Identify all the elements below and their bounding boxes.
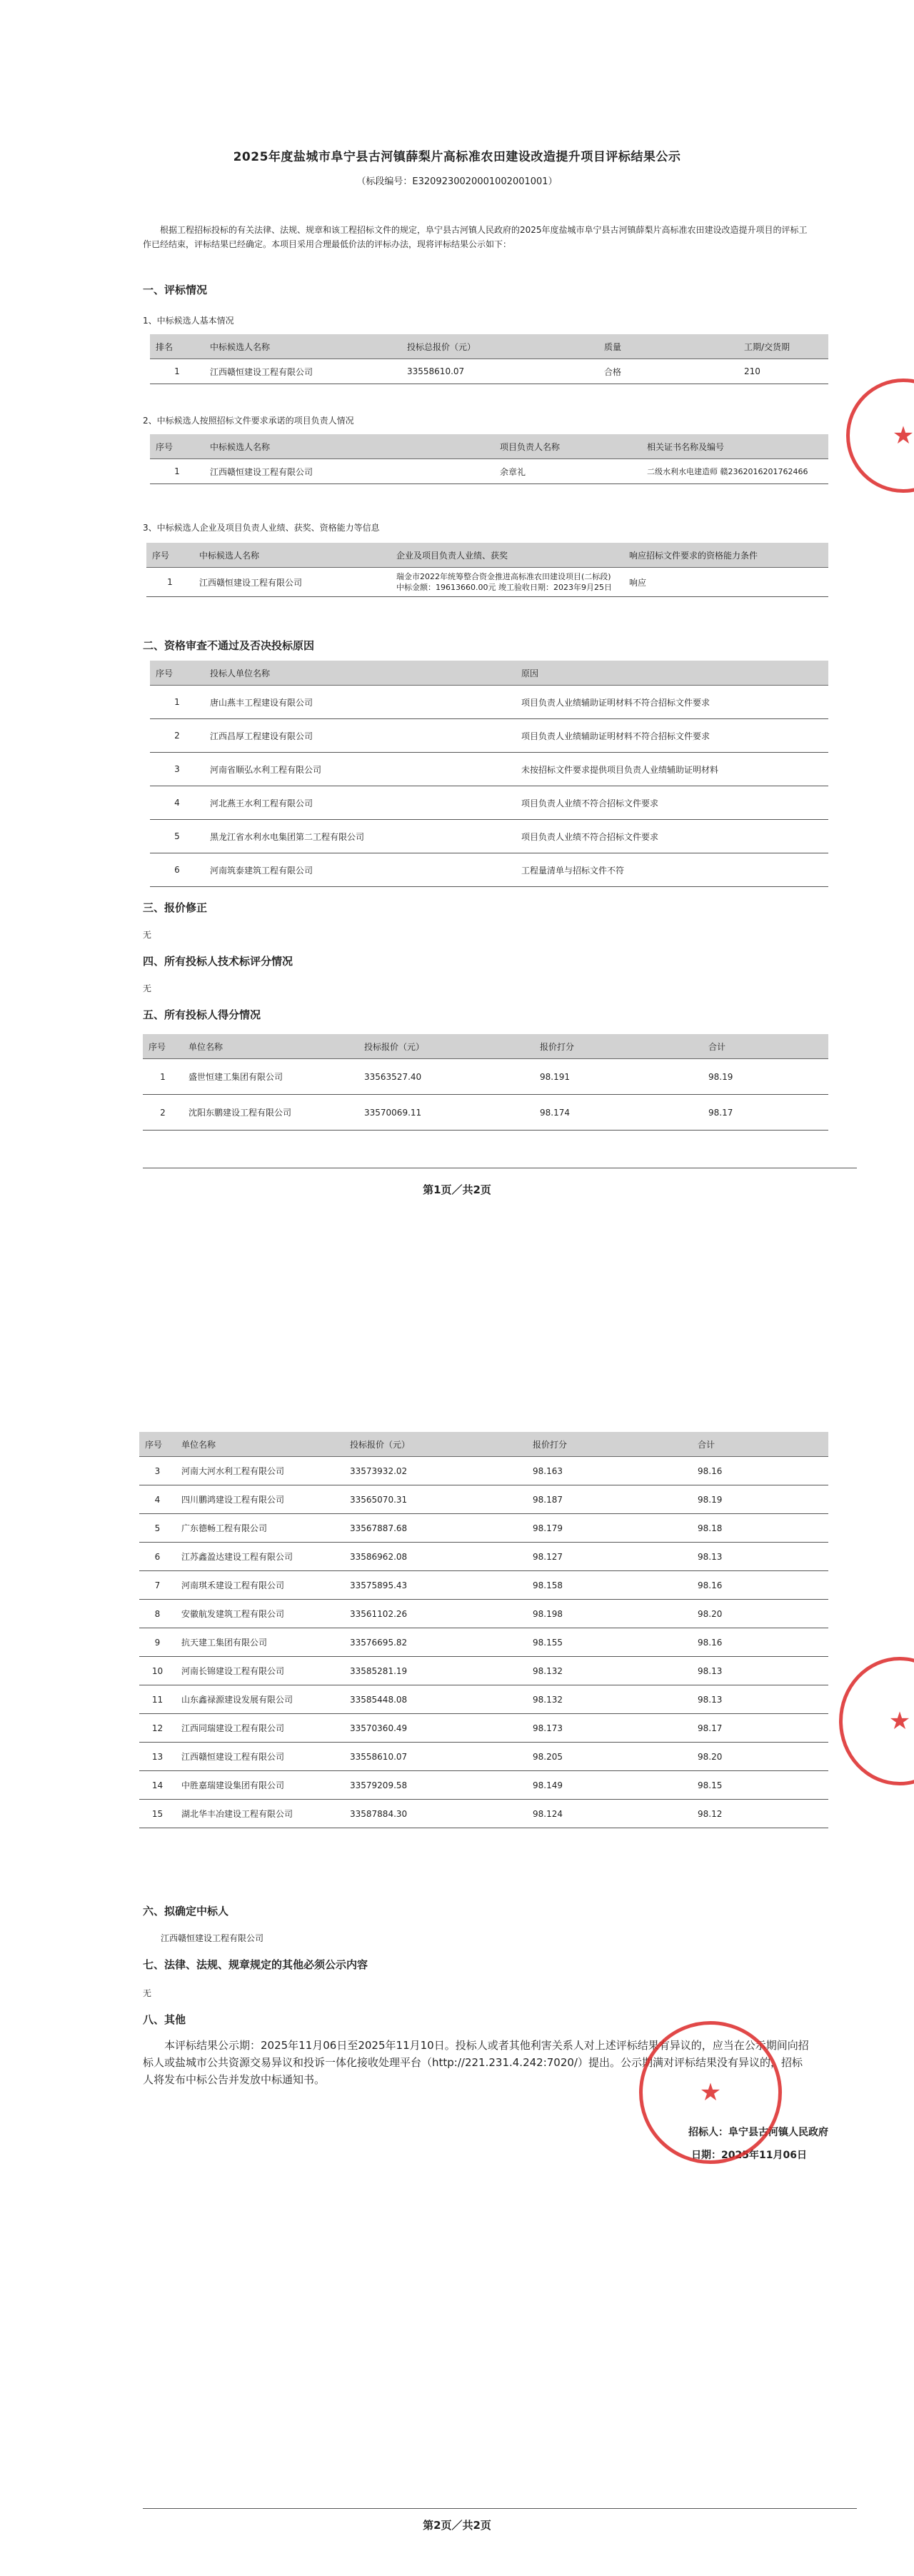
cell-index: 2 xyxy=(150,719,204,753)
tender-section-number: （标段编号：E3209230020001002001001） xyxy=(356,176,558,187)
cell-bidder: 唐山燕丰工程建设有限公司 xyxy=(204,686,516,719)
table-row xyxy=(150,853,828,887)
cell-price-score: 98.163 xyxy=(527,1457,692,1485)
header-bid: 投标报价（元） xyxy=(358,1034,534,1059)
table-row xyxy=(139,1685,828,1714)
cell-unit: 江苏鑫盈达建设工程有限公司 xyxy=(176,1543,344,1571)
cell-performance: 瑞金市2022年统筹整合资金推进高标准农田建设项目(二标段) 中标金额：19613660.00元 竣工验收日期：2023年9月25日 xyxy=(391,568,623,597)
cell-index: 9 xyxy=(139,1628,176,1657)
cell-bid: 33579209.58 xyxy=(344,1771,527,1800)
section-1-1-heading: 1、中标候选人基本情况 xyxy=(143,316,234,326)
project-manager-table xyxy=(150,434,828,484)
cell-bidder: 河南筑泰建筑工程有限公司 xyxy=(204,853,516,887)
cell-total: 98.17 xyxy=(703,1095,828,1131)
table-header-row xyxy=(150,434,828,459)
cell-unit: 江西同瑞建设工程有限公司 xyxy=(176,1714,344,1743)
cell-total: 98.12 xyxy=(692,1800,828,1828)
page-2-bottom-rule xyxy=(143,2508,857,2509)
cell-price-score: 98.124 xyxy=(527,1800,692,1828)
cell-index: 5 xyxy=(139,1514,176,1543)
score-table-page-2 xyxy=(139,1432,828,1828)
header-reason: 原因 xyxy=(516,661,828,686)
section-1-3-heading: 3、中标候选人企业及项目负责人业绩、获奖、资格能力等信息 xyxy=(143,523,380,533)
cell-bid: 33576695.82 xyxy=(344,1628,527,1657)
header-bid: 投标报价（元） xyxy=(344,1432,527,1457)
table-row xyxy=(139,1543,828,1571)
cell-price-score: 98.173 xyxy=(527,1714,692,1743)
header-performance: 企业及项目负责人业绩、获奖 xyxy=(391,543,623,568)
cell-total: 98.17 xyxy=(692,1714,828,1743)
cell-index: 6 xyxy=(139,1543,176,1571)
cell-index: 10 xyxy=(139,1657,176,1685)
cell-unit: 盛世恒建工集团有限公司 xyxy=(183,1059,358,1095)
cell-index: 2 xyxy=(143,1095,183,1131)
cell-price-score: 98.187 xyxy=(527,1485,692,1514)
cell-candidate: 江西赣恒建设工程有限公司 xyxy=(194,568,391,597)
cell-total: 98.19 xyxy=(703,1059,828,1095)
cell-bid: 33558610.07 xyxy=(344,1743,527,1771)
cell-bidder: 黑龙江省水利水电集团第二工程有限公司 xyxy=(204,820,516,853)
header-index: 序号 xyxy=(143,1034,183,1059)
section-1-2-heading: 2、中标候选人按照招标文件要求承诺的项目负责人情况 xyxy=(143,416,354,426)
table-header-row xyxy=(150,661,828,686)
cell-index: 13 xyxy=(139,1743,176,1771)
table-row xyxy=(139,1571,828,1600)
table-row xyxy=(139,1457,828,1485)
header-candidate: 中标候选人名称 xyxy=(204,434,494,459)
cell-index: 1 xyxy=(143,1059,183,1095)
cell-bid: 33567887.68 xyxy=(344,1514,527,1543)
winning-candidate-table xyxy=(150,334,828,384)
header-price-score: 报价打分 xyxy=(527,1432,692,1457)
cell-reason: 项目负责人业绩不符合招标文件要求 xyxy=(516,820,828,853)
section-3-heading: 三、报价修正 xyxy=(143,901,208,914)
cell-bid: 33563527.40 xyxy=(358,1059,534,1095)
cell-reason: 项目负责人业绩辅助证明材料不符合招标文件要求 xyxy=(516,719,828,753)
cell-total: 98.18 xyxy=(692,1514,828,1543)
cell-unit: 江西赣恒建设工程有限公司 xyxy=(176,1743,344,1771)
header-duration: 工期/交货期 xyxy=(738,334,828,359)
table-header-row xyxy=(139,1432,828,1457)
section-7-body: 无 xyxy=(143,1988,152,1998)
cell-total: 98.19 xyxy=(692,1485,828,1514)
cell-unit: 安徽航发建筑工程有限公司 xyxy=(176,1600,344,1628)
cell-total: 98.16 xyxy=(692,1457,828,1485)
table-row xyxy=(139,1800,828,1828)
page-1 xyxy=(0,0,914,1257)
header-unit: 单位名称 xyxy=(176,1432,344,1457)
section-1-heading: 一、评标情况 xyxy=(143,284,208,296)
cell-unit: 广东德畅工程有限公司 xyxy=(176,1514,344,1543)
cell-total: 98.13 xyxy=(692,1685,828,1714)
header-candidate: 中标候选人名称 xyxy=(204,334,401,359)
table-row xyxy=(150,786,828,820)
cell-reason: 未按招标文件要求提供项目负责人业绩辅助证明材料 xyxy=(516,753,828,786)
cell-price-score: 98.132 xyxy=(527,1657,692,1685)
cell-bid: 33585448.08 xyxy=(344,1685,527,1714)
cell-price-score: 98.127 xyxy=(527,1543,692,1571)
cell-bid: 33570069.11 xyxy=(358,1095,534,1131)
table-row xyxy=(139,1714,828,1743)
cell-bid-total: 33558610.07 xyxy=(401,359,598,384)
header-certificate: 相关证书名称及编号 xyxy=(641,434,828,459)
cell-unit: 河南琪禾建设工程有限公司 xyxy=(176,1571,344,1600)
header-qualification: 响应招标文件要求的资格能力条件 xyxy=(623,543,828,568)
cell-index: 14 xyxy=(139,1771,176,1800)
cell-index: 1 xyxy=(146,568,194,597)
cell-total: 98.16 xyxy=(692,1571,828,1600)
page-number-2: 第2页／共2页 xyxy=(423,2519,491,2532)
table-header-row xyxy=(146,543,828,568)
cell-price-score: 98.155 xyxy=(527,1628,692,1657)
official-seal-page-2: ★ xyxy=(639,2021,782,2164)
cell-bid: 33565070.31 xyxy=(344,1485,527,1514)
cell-bid: 33585281.19 xyxy=(344,1657,527,1685)
cell-price-score: 98.132 xyxy=(527,1685,692,1714)
rejection-table xyxy=(150,661,828,887)
header-bidder: 投标人单位名称 xyxy=(204,661,516,686)
intro-paragraph: 根据工程招标投标的有关法律、法规、规章和该工程招标文件的规定，阜宁县古河镇人民政府的2025年度盐城市阜宁县古河镇薛梨片高标准农田建设改造提升项目的评标工作已经结束，评标结果已经确定。本项目采用合理最低价法的评标办法，现将评标结果公示如下： xyxy=(143,225,808,249)
cell-total: 98.20 xyxy=(692,1600,828,1628)
header-candidate: 中标候选人名称 xyxy=(194,543,391,568)
cell-index: 8 xyxy=(139,1600,176,1628)
section-7-heading: 七、法律、法规、规章规定的其他必须公示内容 xyxy=(143,1958,368,1971)
section-8-heading: 八、其他 xyxy=(143,2013,186,2026)
cell-index: 5 xyxy=(150,820,204,853)
cell-reason: 工程量清单与招标文件不符 xyxy=(516,853,828,887)
cell-unit: 抗天建工集团有限公司 xyxy=(176,1628,344,1657)
cell-manager: 余章礼 xyxy=(494,459,641,484)
section-5-heading: 五、所有投标人得分情况 xyxy=(143,1008,261,1021)
cell-duration: 210 xyxy=(738,359,828,384)
table-row xyxy=(139,1485,828,1514)
header-total: 合计 xyxy=(703,1034,828,1059)
section-4-heading: 四、所有投标人技术标评分情况 xyxy=(143,955,293,968)
header-index: 序号 xyxy=(150,661,204,686)
cell-total: 98.16 xyxy=(692,1628,828,1657)
signature-date: 日期：2025年11月06日 xyxy=(691,2150,807,2161)
section-6-heading: 六、拟确定中标人 xyxy=(143,1905,229,1918)
section-3-body: 无 xyxy=(143,930,152,940)
cell-price-score: 98.179 xyxy=(527,1514,692,1543)
header-index: 序号 xyxy=(146,543,194,568)
cell-unit: 中胜嘉瑞建设集团有限公司 xyxy=(176,1771,344,1800)
cell-index: 4 xyxy=(150,786,204,820)
cell-unit: 湖北华丰冶建设工程有限公司 xyxy=(176,1800,344,1828)
cell-index: 4 xyxy=(139,1485,176,1514)
cell-total: 98.13 xyxy=(692,1657,828,1685)
table-row xyxy=(139,1771,828,1800)
header-rank: 排名 xyxy=(150,334,204,359)
header-bid-total: 投标总报价（元） xyxy=(401,334,598,359)
table-row xyxy=(146,568,828,597)
cell-bidder: 河北燕王水利工程有限公司 xyxy=(204,786,516,820)
cell-candidate: 江西赣恒建设工程有限公司 xyxy=(204,459,494,484)
cell-total: 98.20 xyxy=(692,1743,828,1771)
cell-candidate: 江西赣恒建设工程有限公司 xyxy=(204,359,401,384)
cell-rank: 1 xyxy=(150,359,204,384)
score-table-page-1 xyxy=(143,1034,828,1131)
cell-index: 7 xyxy=(139,1571,176,1600)
page-2 xyxy=(0,1257,914,2576)
cell-total: 98.15 xyxy=(692,1771,828,1800)
cell-price-score: 98.158 xyxy=(527,1571,692,1600)
page-number-1: 第1页／共2页 xyxy=(423,1183,491,1196)
table-row xyxy=(143,1059,828,1095)
table-row xyxy=(150,820,828,853)
performance-table xyxy=(146,543,828,597)
cell-unit: 河南长锦建设工程有限公司 xyxy=(176,1657,344,1685)
section-4-body: 无 xyxy=(143,983,152,993)
table-row xyxy=(150,359,828,384)
cell-reason: 项目负责人业绩辅助证明材料不符合招标文件要求 xyxy=(516,686,828,719)
table-row xyxy=(143,1095,828,1131)
cell-index: 11 xyxy=(139,1685,176,1714)
cell-unit: 山东鑫禄源建设发展有限公司 xyxy=(176,1685,344,1714)
table-row xyxy=(139,1514,828,1543)
cell-certificate: 二级水利水电建造师 赣236201620176246​6 xyxy=(641,459,828,484)
header-index: 序号 xyxy=(150,434,204,459)
header-quality: 质量 xyxy=(598,334,738,359)
table-row xyxy=(139,1743,828,1771)
header-total: 合计 xyxy=(692,1432,828,1457)
header-manager: 项目负责人名称 xyxy=(494,434,641,459)
table-row xyxy=(139,1600,828,1628)
cell-unit: 四川鹏鸿建设工程有限公司 xyxy=(176,1485,344,1514)
table-row xyxy=(150,719,828,753)
cell-bid: 33570360.49 xyxy=(344,1714,527,1743)
cell-index: 1 xyxy=(150,459,204,484)
cell-bid: 33587884.30 xyxy=(344,1800,527,1828)
document-title: 2025年度盐城市阜宁县古河镇薛梨片高标准农田建设改造提升项目评标结果公示 xyxy=(233,150,681,164)
official-seal-edge-page-2: ★ xyxy=(839,1657,914,1785)
cell-index: 6 xyxy=(150,853,204,887)
cell-qualification: 响应 xyxy=(623,568,828,597)
cell-bid: 33586962.08 xyxy=(344,1543,527,1571)
cell-total: 98.13 xyxy=(692,1543,828,1571)
cell-bidder: 河南省顺弘水利工程有限公司 xyxy=(204,753,516,786)
cell-bid: 33575895.43 xyxy=(344,1571,527,1600)
cell-price-score: 98.198 xyxy=(527,1600,692,1628)
cell-quality: 合格 xyxy=(598,359,738,384)
cell-index: 12 xyxy=(139,1714,176,1743)
cell-price-score: 98.205 xyxy=(527,1743,692,1771)
section-6-body: 江西赣恒建设工程有限公司 xyxy=(161,1933,264,1943)
cell-bid: 33561102.26 xyxy=(344,1600,527,1628)
cell-index: 1 xyxy=(150,686,204,719)
signature-org: 招标人：阜宁县古河镇人民政府 xyxy=(688,2127,828,2138)
table-row xyxy=(150,686,828,719)
table-row xyxy=(150,753,828,786)
cell-price-score: 98.149 xyxy=(527,1771,692,1800)
table-row xyxy=(150,459,828,484)
section-2-heading: 二、资格审查不通过及否决投标原因 xyxy=(143,639,315,652)
cell-reason: 项目负责人业绩不符合招标文件要求 xyxy=(516,786,828,820)
header-index: 序号 xyxy=(139,1432,176,1457)
cell-unit: 沈阳东鹏建设工程有限公司 xyxy=(183,1095,358,1131)
table-row xyxy=(139,1657,828,1685)
cell-bid: 33573932.02 xyxy=(344,1457,527,1485)
cell-index: 3 xyxy=(150,753,204,786)
cell-price-score: 98.191 xyxy=(534,1059,703,1095)
cell-index: 15 xyxy=(139,1800,176,1828)
cell-index: 3 xyxy=(139,1457,176,1485)
cell-price-score: 98.174 xyxy=(534,1095,703,1131)
header-unit: 单位名称 xyxy=(183,1034,358,1059)
section-8-body: 本评标结果公示期：2025年11月06日至2025年11月10日。投标人或者其他利害关系人对上述评标结果有异议的，应当在公示期间向招标人或盐城市公共资源交易异议和投诉一体化接收处理平台（http://221.231.4.242:7020/）提出。公示期满对评标结果没有异议的，招标人将发布中标公告并发放中标通知书。 xyxy=(143,2039,809,2086)
official-seal-page-1: ★ xyxy=(846,379,914,493)
header-price-score: 报价打分 xyxy=(534,1034,703,1059)
table-header-row xyxy=(143,1034,828,1059)
table-row xyxy=(139,1628,828,1657)
cell-unit: 河南大河水利工程有限公司 xyxy=(176,1457,344,1485)
cell-bidder: 江西昌厚工程建设有限公司 xyxy=(204,719,516,753)
table-header-row xyxy=(150,334,828,359)
